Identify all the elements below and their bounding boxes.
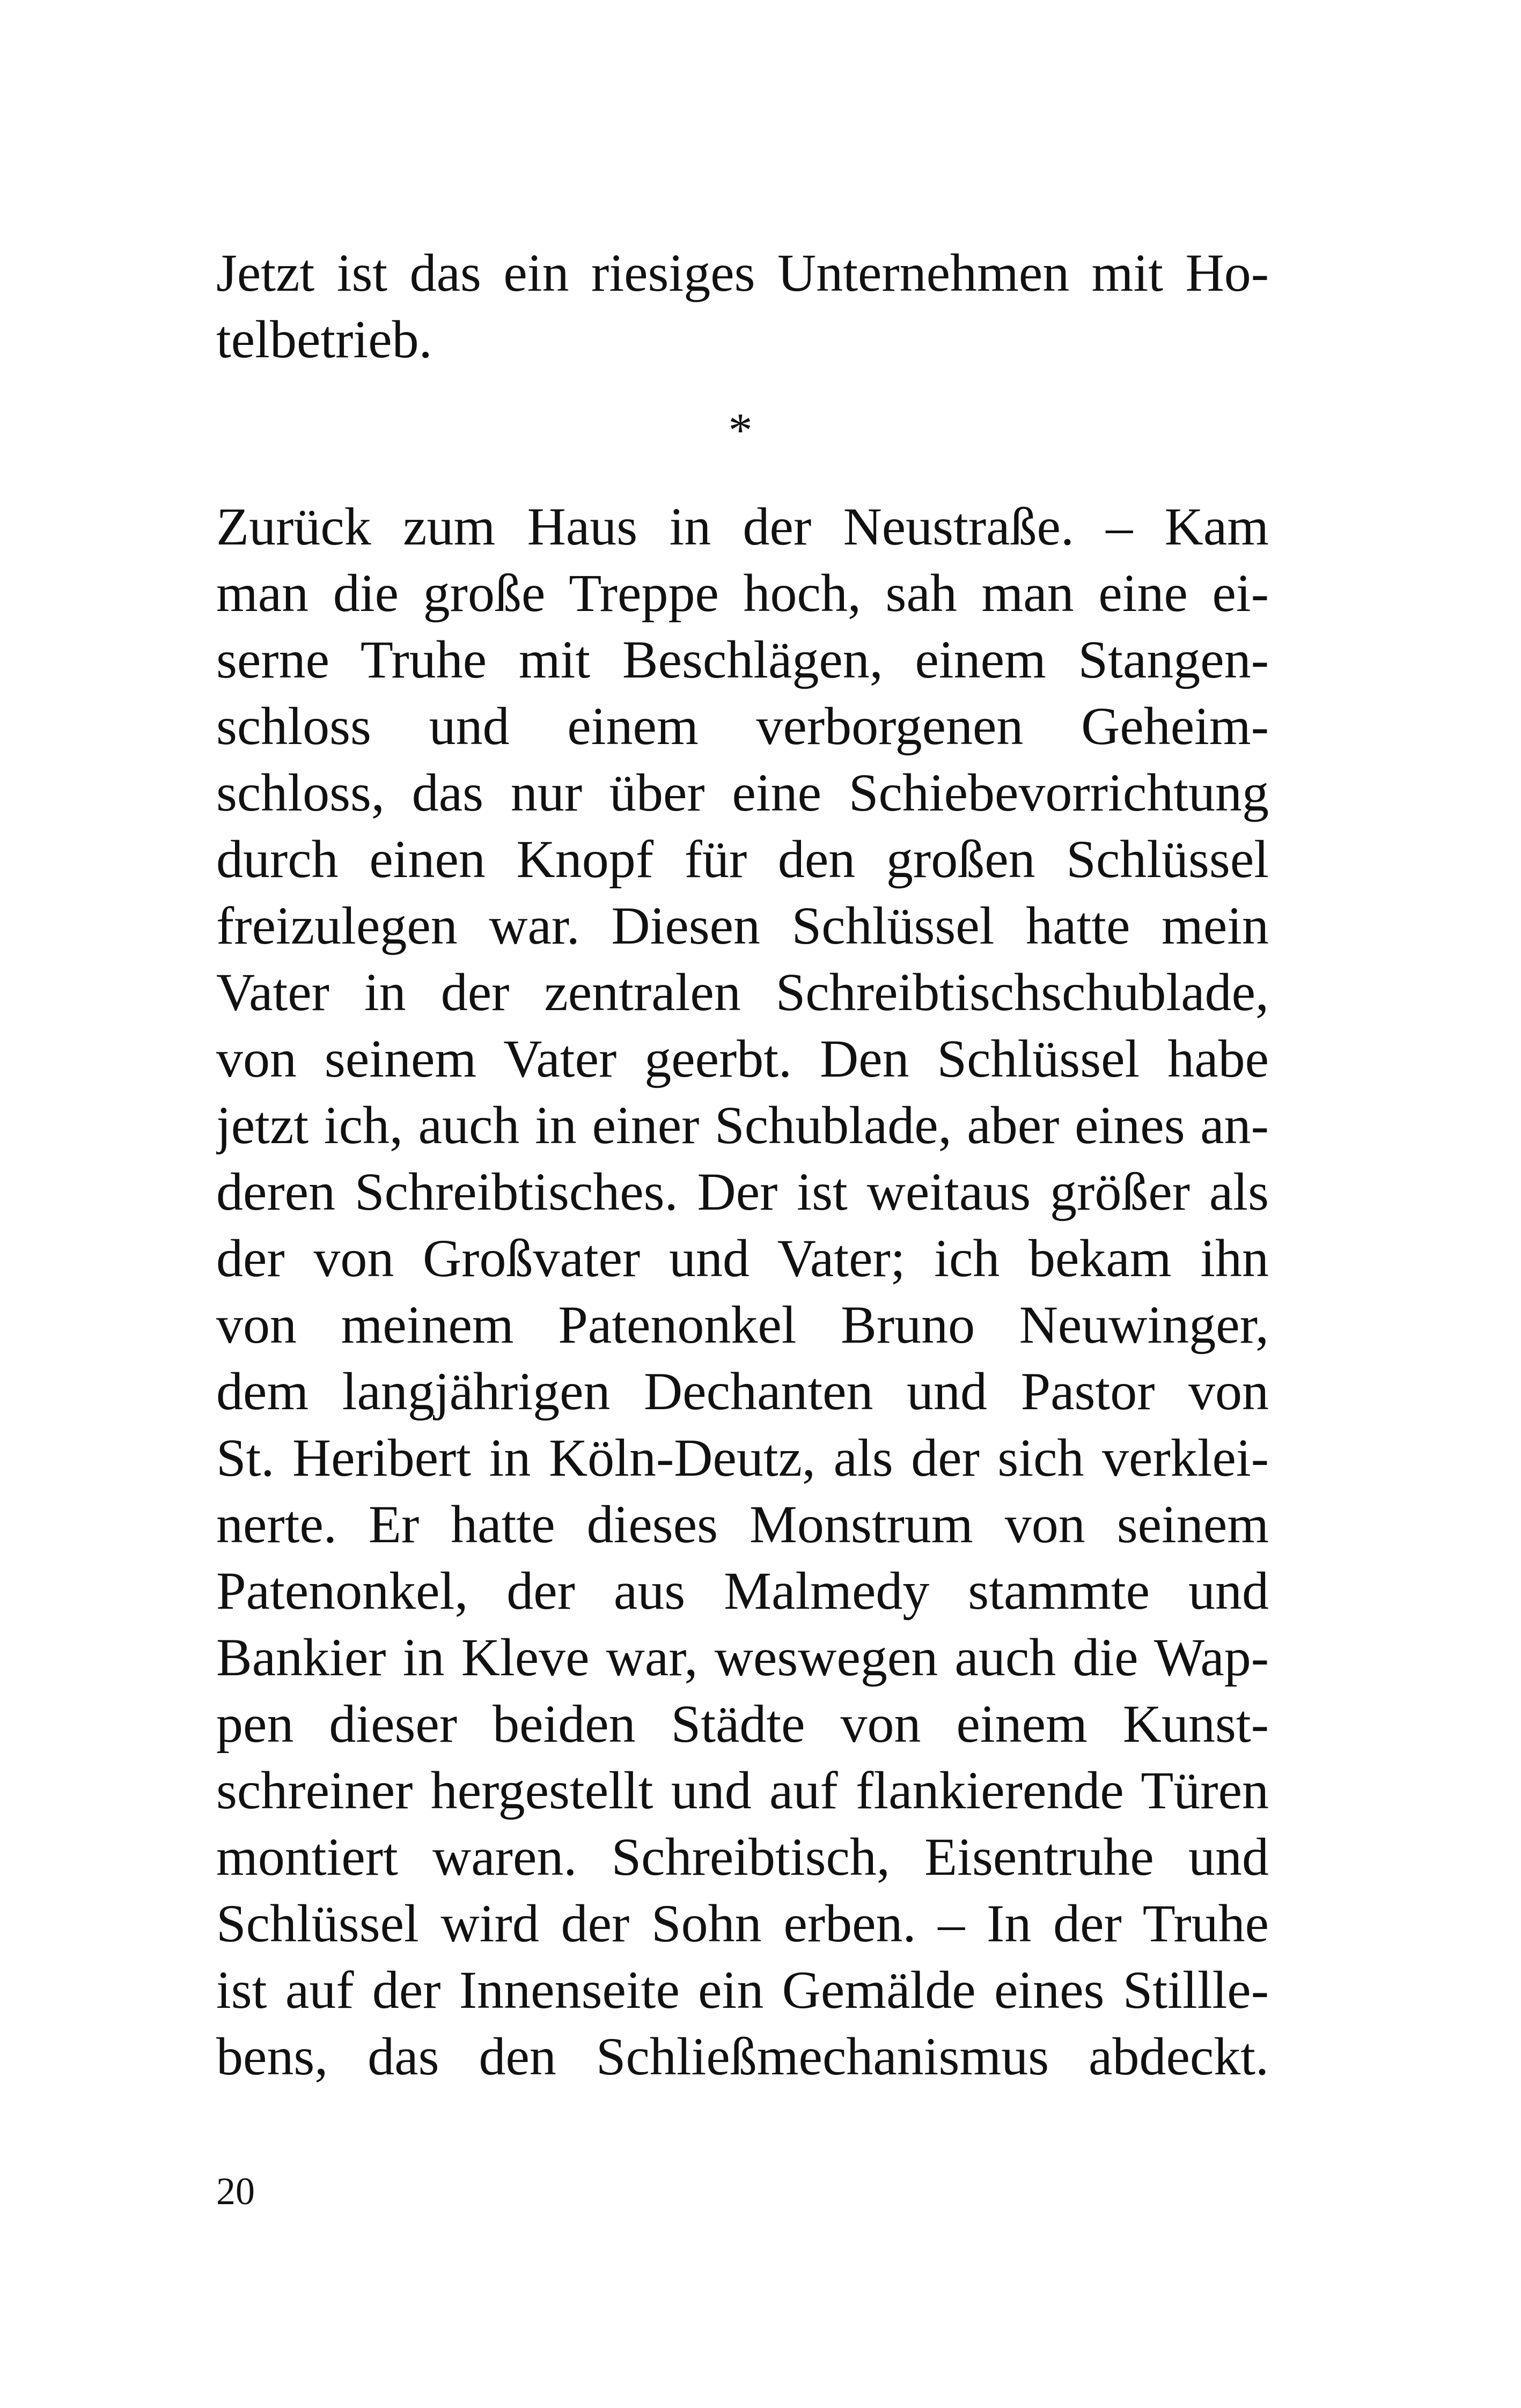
text-line: dem langjährigen Dechanten und Pastor von bbox=[216, 1361, 1269, 1421]
text-line: von seinem Vater geerbt. Den Schlüssel habe bbox=[216, 1029, 1269, 1088]
text-line: jetzt ich, auch in einer Schublade, aber eines an- bbox=[216, 1095, 1269, 1155]
text-line: Bankier in Kleve war, weswegen auch die Wap- bbox=[216, 1628, 1269, 1687]
text-line: Schlüssel wird der Sohn erben. – In der Truhe bbox=[216, 1894, 1269, 1953]
text-line: pen dieser beiden Städte von einem Kunst- bbox=[216, 1694, 1269, 1754]
text-line: deren Schreibtisches. Der ist weitaus größer als bbox=[216, 1162, 1269, 1221]
text-line: der von Großvater und Vater; ich bekam ihn bbox=[216, 1228, 1269, 1288]
text-line: schloss, das nur über eine Schiebevorrichtung bbox=[216, 763, 1269, 822]
text-line: durch einen Knopf für den großen Schlüssel bbox=[216, 829, 1269, 889]
text-line: Patenonkel, der aus Malmedy stammte und bbox=[216, 1561, 1269, 1621]
text-line: von meinem Patenonkel Bruno Neuwinger, bbox=[216, 1295, 1269, 1354]
text-line: montiert waren. Schreibtisch, Eisentruhe und bbox=[216, 1827, 1269, 1887]
text-line: freizulegen war. Diesen Schlüssel hatte mein bbox=[216, 896, 1269, 955]
page-number: 20 bbox=[216, 2170, 255, 2213]
text-line: serne Truhe mit Beschlägen, einem Stangen- bbox=[216, 630, 1269, 689]
text-line: man die große Treppe hoch, sah man eine ei- bbox=[216, 563, 1269, 623]
paragraph-1 bbox=[216, 240, 1269, 373]
text-line: telbetrieb. bbox=[216, 310, 432, 369]
text-line: schloss und einem verborgenen Geheim- bbox=[216, 696, 1269, 756]
text-line: schreiner hergestellt und auf flankierende Türen bbox=[216, 1761, 1269, 1820]
text-line: Vater in der zentralen Schreibtischschublade, bbox=[216, 962, 1269, 1022]
text-line: ist auf der Innenseite ein Gemälde eines Stillle- bbox=[216, 1960, 1269, 2020]
text-line: St. Heribert in Köln-Deutz, als der sich verklei- bbox=[216, 1428, 1269, 1487]
text-line: Jetzt ist das ein riesiges Unternehmen mit Ho- bbox=[216, 243, 1269, 303]
text-line: nerte. Er hatte dieses Monstrum von seinem bbox=[216, 1494, 1269, 1554]
paragraph-2 bbox=[216, 494, 1269, 2090]
text-line: Zurück zum Haus in der Neustraße. – Kam bbox=[216, 497, 1269, 556]
text-line: bens, das den Schließmechanismus abdeckt. bbox=[216, 2027, 1269, 2086]
section-separator: * bbox=[728, 404, 753, 457]
